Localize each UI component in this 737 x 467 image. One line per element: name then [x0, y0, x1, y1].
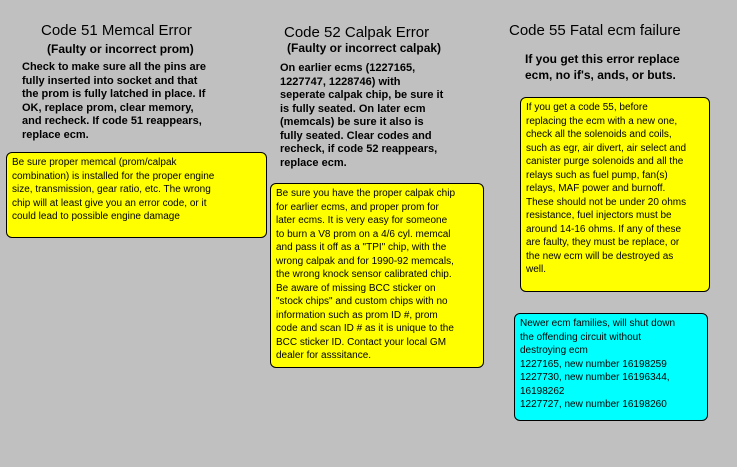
code51-subtitle: (Faulty or incorrect prom) [47, 42, 194, 56]
code51-note: Be sure proper memcal (prom/calpak combination) is installed for the proper engine size, transmission, gear ratio, etc. The wrong chip will at least give you an error code, or it could lead to possible engine damage [6, 152, 267, 238]
code55-note: If you get a code 55, before replacing the ecm with a new one, check all the solenoids and coils, such as egr, air divert, air select and canister purge solenoids and all the relays such as fuel pump, fan(s) relays, MAF power and burnoff. These should not be under 20 ohms resistance, fuel injectors must be around 14-16 ohms. If any of these are faulty, they must be replace, or the new ecm will be destroyed as well. [520, 97, 710, 292]
code55-body: If you get this error replace ecm, no if's, ands, or buts. [525, 52, 680, 82]
code52-body: On earlier ecms (1227165, 1227747, 1228746) with seperate calpak chip, be sure it is fully seated. On later ecm (memcals) be sure it also is fully seated. Clear codes and recheck, if code 52 reappears, replace ecm. [280, 62, 444, 169]
code51-body: Check to make sure all the pins are fully inserted into socket and that the prom is fully latched in place. If OK, replace prom, clear memory, and recheck. If code 51 reappears, replace ecm. [22, 61, 207, 141]
code55-cyan-note: Newer ecm families, will shut down the offending circuit without destroying ecm 1227165, new number 16198259 1227730, new number 16196344, 16198262 1227727, new number 16198260 [514, 313, 708, 421]
code52-subtitle: (Faulty or incorrect calpak) [287, 41, 442, 55]
code52-note: Be sure you have the proper calpak chip for earlier ecms, and proper prom for later ecms. It is very easy for someone to burn a V8 prom on a 4/6 cyl. memcal and pass it off as a "TPI" chip, with the wrong calpak and for 1990-92 memcals, the wrong knock sensor calibrated chip. Be aware of missing BCC sticker on "stock chips" and custom chips with no information such as prom ID #, prom code and scan ID # as it is unique to the BCC sticker ID. Contact your local GM dealer for asssitance. [270, 183, 484, 368]
code51-title: Code 51 Memcal Error [41, 22, 192, 39]
code55-title: Code 55 Fatal ecm failure [509, 22, 681, 39]
code52-title: Code 52 Calpak Error [284, 24, 430, 41]
